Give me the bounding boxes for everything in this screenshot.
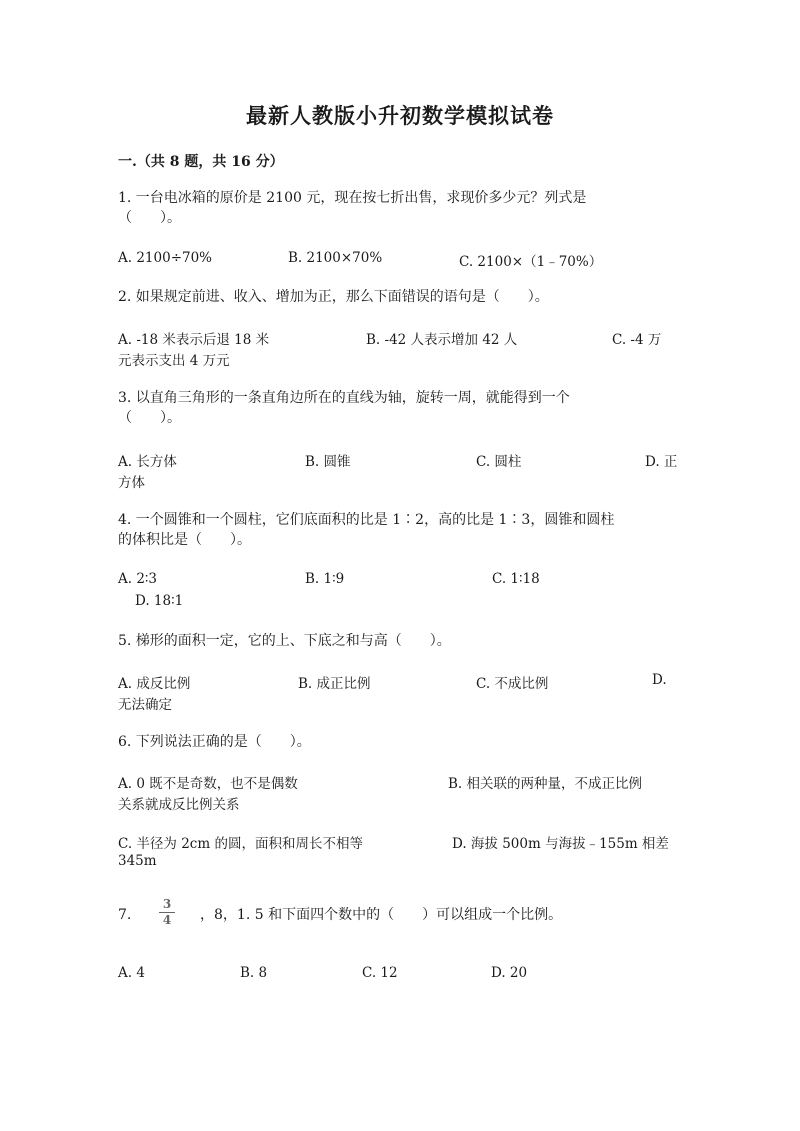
question-3-option-c: C. 圆柱 xyxy=(476,454,522,470)
question-7-option-c: C. 12 xyxy=(362,965,398,981)
question-5-option-a: A. 成反比例 xyxy=(118,676,191,692)
question-6-option-c: C. 半径为 2cm 的圆，面积和周长不相等 xyxy=(118,836,363,852)
question-5-option-b: B. 成正比例 xyxy=(298,676,371,692)
question-7-option-d: D. 20 xyxy=(491,965,528,981)
question-1-option-a: A. 2100÷70% xyxy=(118,250,213,266)
question-4-option-a: A. 2∶3 xyxy=(118,571,158,587)
question-1-stem-line-2: （ ）。 xyxy=(118,210,181,226)
question-7-option-b: B. 8 xyxy=(240,965,268,981)
question-3-option-a: A. 长方体 xyxy=(118,454,177,470)
question-6-option-d: D. 海拔 500m 与海拔﹣155m 相差 xyxy=(452,836,669,852)
question-7-stem: ，8，1. 5 和下面四个数中的（ ）可以组成一个比例。 xyxy=(200,907,563,923)
question-5-stem: 5. 梯形的面积一定，它的上、下底之和与高（ ）。 xyxy=(118,633,451,649)
question-2-option-c: C. -4 万 xyxy=(612,332,662,348)
question-2-option-c-continued: 元表示支出 4 万元 xyxy=(118,353,230,369)
question-4-option-b: B. 1∶9 xyxy=(305,571,345,587)
question-3-stem-line-1: 3. 以直角三角形的一条直角边所在的直线为轴，旋转一周，就能得到一个 xyxy=(118,390,570,406)
question-3-stem-line-2: （ ）。 xyxy=(118,410,181,426)
fraction-numerator: 3 xyxy=(162,897,172,911)
question-3-option-d: D. 正 xyxy=(645,454,678,470)
question-3-option-d-continued: 方体 xyxy=(118,475,145,491)
fraction-denominator: 4 xyxy=(162,913,172,927)
question-1-option-c: C. 2100×（1﹣70%） xyxy=(459,254,603,270)
question-6-option-a: A. 0 既不是奇数，也不是偶数 xyxy=(118,776,298,792)
question-2-option-b: B. -42 人表示增加 42 人 xyxy=(366,332,518,348)
question-7-option-a: A. 4 xyxy=(118,965,145,981)
question-4-option-d: D. 18∶1 xyxy=(135,593,184,609)
question-1-stem-line-1: 1. 一台电冰箱的原价是 2100 元，现在按七折出售，求现价多少元？列式是 xyxy=(118,190,587,206)
question-1-option-b: B. 2100×70% xyxy=(288,250,383,266)
question-6-stem: 6. 下列说法正确的是（ ）。 xyxy=(118,734,311,750)
section-heading: 一.（共 8 题，共 16 分） xyxy=(118,154,284,170)
question-2-option-a: A. -18 米表示后退 18 米 xyxy=(118,332,270,348)
page-title: 最新人教版小升初数学模拟试卷 xyxy=(246,103,554,128)
fraction-three-quarters xyxy=(159,898,175,927)
question-6-option-b: B. 相关联的两种量，不成正比例 xyxy=(448,776,643,792)
question-5-option-d: D. xyxy=(652,672,667,688)
question-4-stem-line-1: 4. 一个圆锥和一个圆柱，它们底面积的比是 1∶2，高的比是 1∶3，圆锥和圆柱 xyxy=(118,512,615,528)
question-4-option-c: C. 1∶18 xyxy=(492,571,540,587)
question-6-option-b-continued: 关系就成反比例关系 xyxy=(118,797,240,813)
question-7-number: 7. xyxy=(118,907,132,923)
question-3-option-b: B. 圆锥 xyxy=(305,454,351,470)
question-6-option-d-continued: 345m xyxy=(118,853,157,869)
question-2-stem: 2. 如果规定前进、收入、增加为正，那么下面错误的语句是（ ）。 xyxy=(118,289,549,305)
question-5-option-d-continued: 无法确定 xyxy=(118,697,172,713)
question-5-option-c: C. 不成比例 xyxy=(476,676,549,692)
question-4-stem-line-2: 的体积比是（ ）。 xyxy=(118,532,251,548)
